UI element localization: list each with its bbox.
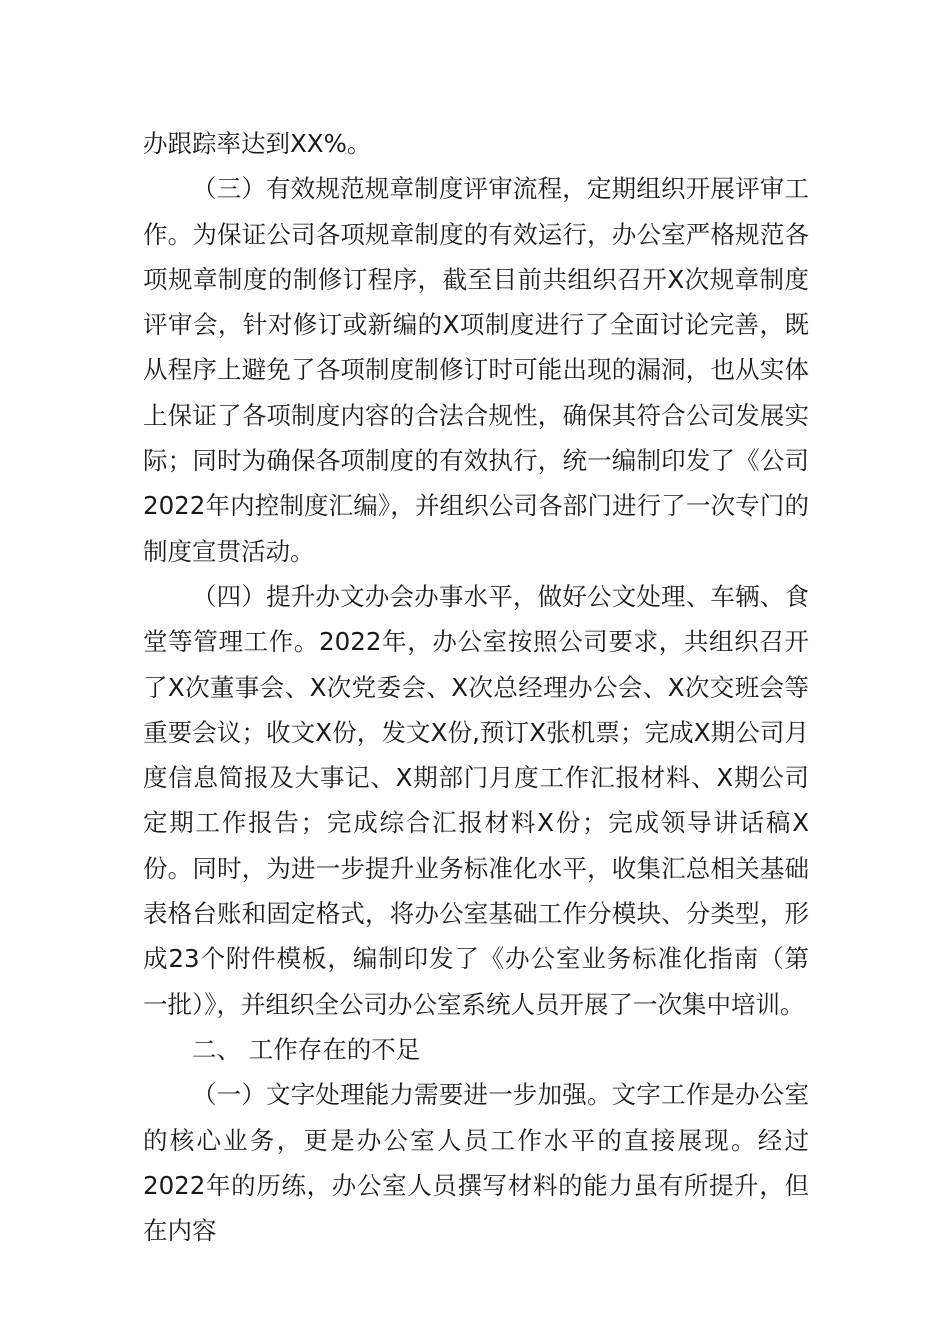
paragraph-section-3-bylaw-review: （三）有效规范规章制度评审流程，定期组织开展评审工作。为保证公司各项规章制度的有效运行，办公室严格规范各项规章制度的制修订程序，截至目前共组织召开X次规章制度评审会，针对修订或新编的X项制度进行了全面讨论完善，既从程序上避免了各项制度制修订时可能出现的漏洞，也从实体上保证了各项制度内容的合法合规性，确保其符合公司发展实际；同时为确保各项制度的有效执行，统一编制印发了《公司2022年内控制度汇编》，并组织公司各部门进行了一次专门的制度宣贯活动。 <box>143 174 809 566</box>
paragraph-shortcoming-1-writing: （一）文字处理能力需要进一步加强。文字工作是办公室的核心业务，更是办公室人员工作水平的直接展现。经过2022年的历练，办公室人员撰写材料的能力虽有所提升，但在内容 <box>143 1080 809 1246</box>
document-body <box>143 121 809 1253</box>
paragraph-continuation: 办跟踪率达到XX%。 <box>143 129 372 158</box>
paragraph-section-4-office-affairs: （四）提升办文办会办事水平，做好公文处理、车辆、食堂等管理工作。2022年，办公室按照公司要求，共组织召开了X次董事会、X次党委会、X次总经理办公会、X次交班会等重要会议；收文X份，发文X份,预订X张机票；完成X期公司月度信息简报及大事记、X期部门月度工作汇报材料、X期公司定期工作报告；完成综合汇报材料X份；完成领导讲话稿X份。同时，为进一步提升业务标准化水平，收集汇总相关基础表格台账和固定格式，将办公室基础工作分模块、分类型，形成23个附件模板，编制印发了《办公室业务标准化指南（第一批）》，并组织全公司办公室系统人员开展了一次集中培训。 <box>143 581 809 1019</box>
section-heading-shortcomings: 二、 工作存在的不足 <box>192 1034 421 1064</box>
